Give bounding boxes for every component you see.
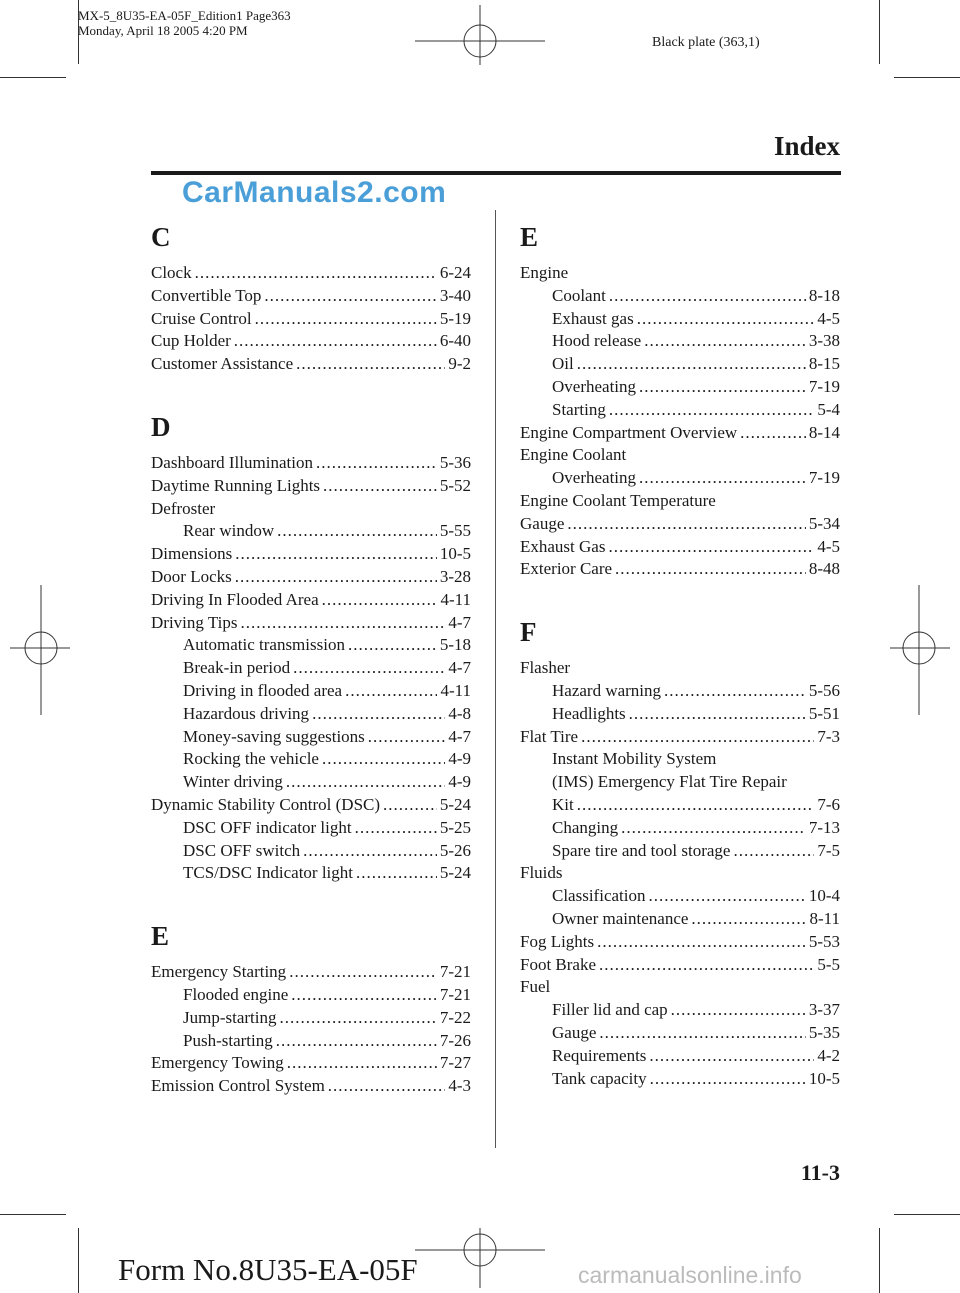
section-gap — [151, 376, 471, 400]
watermark-logo: CarManuals2.com — [182, 176, 447, 209]
entry-page: 7-21 — [439, 962, 471, 982]
entry-page: 8-48 — [808, 559, 840, 579]
entry-label: Emission Control System — [151, 1076, 325, 1096]
entry-page: 7-3 — [817, 726, 840, 746]
index-subentry — [520, 885, 840, 908]
dot-leader — [355, 817, 437, 840]
index-subentry — [520, 840, 840, 863]
entry-page: 5-55 — [439, 521, 471, 541]
title-rule — [151, 171, 841, 175]
entry-label: TCS/DSC Indicator light — [183, 863, 353, 883]
entry-label: Cup Holder — [151, 331, 231, 351]
entry-page: 10-5 — [808, 1068, 840, 1088]
entry-label: Overheating — [552, 468, 637, 488]
section-letter: D — [151, 411, 171, 442]
entry-label: Driving Tips — [151, 612, 238, 632]
dot-leader — [639, 376, 806, 399]
file-line: MX-5_8U35-EA-05F_Edition1 Page363 — [78, 8, 291, 23]
index-subentry — [151, 703, 471, 726]
index-subentry — [520, 353, 840, 376]
crop-mark-bottom-left-v — [78, 1228, 79, 1293]
entry-label: Customer Assistance — [151, 354, 294, 374]
entry-page: 10-5 — [439, 544, 471, 564]
entry-page: 7-27 — [439, 1053, 471, 1073]
dot-leader — [671, 999, 806, 1022]
entry-page: 6-40 — [439, 331, 471, 351]
index-subentry — [151, 680, 471, 703]
entry-page: 5-36 — [439, 452, 471, 472]
entry-label: Spare tire and tool storage — [552, 840, 731, 860]
dot-leader — [328, 1075, 446, 1098]
column-divider — [495, 210, 496, 1148]
entry-label: Fog Lights — [520, 931, 595, 951]
entry-page: 3-28 — [439, 566, 471, 586]
section-letter: E — [151, 921, 170, 952]
entry-label: Dimensions — [151, 544, 233, 564]
dot-leader — [609, 285, 806, 308]
index-entry — [151, 566, 471, 589]
entry-page: 5-18 — [439, 635, 471, 655]
dot-leader — [277, 520, 437, 543]
section-gap — [151, 885, 471, 909]
date-line: Monday, April 18 2005 4:20 PM — [78, 23, 248, 38]
index-column-left — [151, 210, 471, 1098]
dot-leader — [368, 726, 446, 749]
index-entry — [151, 961, 471, 984]
dot-leader — [649, 1045, 814, 1068]
entry-label: Driving in flooded area — [183, 680, 343, 700]
entry-label: Hazardous driving — [183, 703, 310, 723]
dot-leader — [286, 771, 445, 794]
dot-leader — [234, 330, 437, 353]
dot-leader — [303, 840, 437, 863]
index-entry — [520, 490, 840, 513]
entry-label: Fluids — [520, 863, 563, 883]
dot-leader — [322, 589, 438, 612]
entry-label: Emergency Starting — [151, 962, 287, 982]
entry-label: Push-starting — [183, 1030, 273, 1050]
entry-page: 5-53 — [808, 931, 840, 951]
registration-mark-top — [415, 5, 545, 65]
index-entry — [151, 330, 471, 353]
index-subentry — [520, 703, 840, 726]
dot-leader — [615, 558, 806, 581]
index-entry — [520, 954, 840, 977]
entry-label: Defroster — [151, 498, 216, 518]
index-subentry — [151, 726, 471, 749]
entry-label: Coolant — [552, 285, 606, 305]
index-subentry — [520, 1068, 840, 1091]
entry-label: Cruise Control — [151, 308, 252, 328]
entry-page: 5-19 — [439, 308, 471, 328]
entry-page: 8-11 — [809, 908, 840, 928]
crop-mark-bottom-left-h — [0, 1214, 66, 1215]
crop-mark-bottom-right-h — [894, 1214, 960, 1215]
page-number: 11-3 — [800, 1160, 840, 1185]
dot-leader — [577, 353, 806, 376]
index-subentry — [151, 771, 471, 794]
index-entry — [151, 308, 471, 331]
entry-label: Requirements — [552, 1045, 647, 1065]
index-entry — [151, 353, 471, 376]
entry-page: 5-56 — [808, 680, 840, 700]
entry-label: Changing — [552, 817, 619, 837]
index-entry — [520, 513, 840, 536]
index-entry — [520, 726, 840, 749]
index-entry — [151, 589, 471, 612]
index-subentry — [520, 908, 840, 931]
dot-leader — [621, 817, 806, 840]
entry-page: 7-26 — [439, 1030, 471, 1050]
dot-leader — [348, 634, 437, 657]
index-entry — [151, 612, 471, 635]
dot-leader — [599, 1022, 805, 1045]
section-gap — [520, 581, 840, 605]
entry-page: 6-24 — [439, 263, 471, 282]
entry-page: 5-52 — [439, 475, 471, 495]
dot-leader — [650, 1068, 806, 1091]
entry-page: 7-21 — [439, 984, 471, 1004]
entry-label: Dashboard Illumination — [151, 452, 313, 472]
dot-leader — [345, 680, 437, 703]
index-subentry — [520, 999, 840, 1022]
entry-label: Flooded engine — [183, 984, 289, 1004]
dot-leader — [644, 330, 806, 353]
section-letter: E — [520, 222, 539, 252]
index-entry — [151, 452, 471, 475]
entry-label: Classification — [552, 886, 646, 906]
entry-page: 7-22 — [439, 1007, 471, 1027]
entry-label: (IMS) Emergency Flat Tire Repair — [552, 772, 787, 792]
footer-site-watermark: carmanualsonline.info — [578, 1262, 802, 1288]
dot-leader — [291, 984, 437, 1007]
entry-label: Hood release — [552, 331, 642, 351]
registration-mark-bottom — [415, 1228, 545, 1288]
entry-label: Gauge — [520, 513, 565, 533]
index-entry — [520, 422, 840, 445]
index-subentry — [151, 634, 471, 657]
index-entry — [151, 498, 471, 521]
entry-label: Break-in period — [183, 658, 291, 678]
index-entry — [151, 543, 471, 566]
index-entry — [520, 536, 840, 559]
entry-label: Flat Tire — [520, 726, 579, 746]
index-subentry — [151, 748, 471, 771]
dot-leader — [264, 285, 436, 308]
index-entry — [151, 1052, 471, 1075]
dot-leader — [383, 794, 437, 817]
entry-page: 5-51 — [808, 703, 840, 723]
dot-leader — [691, 908, 806, 931]
crop-mark-top-right-v — [879, 0, 880, 64]
dot-leader — [581, 726, 814, 749]
entry-label: Instant Mobility System — [552, 749, 717, 769]
dot-leader — [577, 794, 815, 817]
entry-page: 3-37 — [808, 1000, 840, 1020]
entry-page: 4-2 — [817, 1045, 840, 1065]
entry-label: Oil — [552, 354, 574, 374]
entry-label: Flasher — [520, 658, 571, 678]
dot-leader — [733, 840, 814, 863]
index-subentry — [151, 1007, 471, 1030]
entry-label: Rear window — [183, 521, 275, 541]
index-subentry — [520, 817, 840, 840]
index-subentry — [520, 680, 840, 703]
dot-leader — [235, 566, 437, 589]
entry-page: 5-35 — [808, 1022, 840, 1042]
index-entry — [520, 558, 840, 581]
dot-leader — [637, 308, 815, 331]
entry-label: Headlights — [552, 703, 626, 723]
dot-leader — [322, 748, 445, 771]
dot-leader — [740, 422, 806, 445]
dot-leader — [567, 513, 805, 536]
index-subentry — [151, 862, 471, 885]
print-job-info — [78, 8, 398, 38]
dot-leader — [289, 961, 437, 984]
index-subentry — [520, 399, 840, 422]
index-column-right — [520, 210, 840, 1090]
section-letter: C — [151, 222, 171, 252]
dot-leader — [323, 475, 437, 498]
entry-label: Driving In Flooded Area — [151, 589, 319, 609]
entry-label: Foot Brake — [520, 954, 597, 974]
entry-label: Starting — [552, 399, 606, 419]
index-subentry — [520, 794, 840, 817]
plate-label: Black plate (363,1) — [652, 35, 760, 50]
dot-leader — [240, 612, 445, 635]
index-entry — [151, 285, 471, 308]
entry-page: 5-26 — [439, 840, 471, 860]
dot-leader — [195, 262, 437, 285]
entry-label: Emergency Towing — [151, 1053, 284, 1073]
dot-leader — [629, 703, 806, 726]
registration-mark-right — [890, 585, 950, 715]
entry-label: DSC OFF switch — [183, 840, 301, 860]
entry-label: Jump-starting — [183, 1007, 277, 1027]
index-subentry — [520, 748, 840, 771]
index-subentry — [151, 1030, 471, 1053]
entry-page: 7-19 — [808, 376, 840, 396]
entry-label: Tank capacity — [552, 1068, 647, 1088]
dot-leader — [609, 399, 814, 422]
index-subentry — [520, 308, 840, 331]
entry-page: 4-8 — [448, 703, 471, 723]
index-subentry — [151, 984, 471, 1007]
entry-page: 10-4 — [808, 886, 840, 906]
index-subentry — [520, 467, 840, 490]
entry-page: 5-4 — [817, 399, 840, 419]
entry-label: Kit — [552, 794, 574, 814]
dot-leader — [276, 1030, 437, 1053]
entry-label: Filler lid and cap — [552, 1000, 668, 1020]
entry-label: Clock — [151, 263, 192, 282]
entry-page: 4-7 — [448, 726, 471, 746]
registration-mark-left — [10, 585, 70, 715]
entry-label: Exterior Care — [520, 559, 613, 579]
index-subentry — [151, 817, 471, 840]
entry-label: Engine Coolant — [520, 445, 627, 465]
entry-label: Daytime Running Lights — [151, 475, 321, 495]
index-entry — [520, 976, 840, 999]
dot-leader — [608, 536, 814, 559]
index-entry — [151, 475, 471, 498]
entry-page: 8-14 — [808, 422, 840, 442]
entry-label: Exhaust gas — [552, 308, 634, 328]
index-subentry — [151, 520, 471, 543]
entry-page: 5-24 — [439, 794, 471, 814]
index-entry — [151, 794, 471, 817]
index-subentry — [520, 771, 840, 794]
entry-page: 3-38 — [808, 331, 840, 351]
dot-leader — [599, 954, 814, 977]
entry-label: Money-saving suggestions — [183, 726, 365, 746]
dot-leader — [648, 885, 805, 908]
page-title: Index — [773, 131, 840, 161]
entry-label: Convertible Top — [151, 285, 262, 305]
entry-label: Dynamic Stability Control (DSC) — [151, 794, 381, 814]
entry-label: Rocking the vehicle — [183, 749, 319, 769]
dot-leader — [356, 862, 437, 885]
index-subentry — [151, 657, 471, 680]
dot-leader — [312, 703, 445, 726]
entry-label: Winter driving — [183, 772, 283, 792]
entry-label: Gauge — [552, 1022, 597, 1042]
dot-leader — [664, 680, 806, 703]
index-entry — [151, 262, 471, 285]
index-subentry — [520, 285, 840, 308]
entry-page: 4-9 — [448, 749, 471, 769]
entry-page: 3-40 — [439, 285, 471, 305]
index-entry — [520, 657, 840, 680]
index-entry — [520, 931, 840, 954]
entry-page: 4-7 — [448, 658, 471, 678]
dot-leader — [639, 467, 806, 490]
index-entry — [520, 262, 840, 285]
index-entry — [520, 862, 840, 885]
entry-page: 5-5 — [817, 954, 840, 974]
dot-leader — [255, 308, 437, 331]
entry-label: Exhaust Gas — [520, 536, 606, 556]
entry-page: 5-34 — [808, 513, 840, 533]
dot-leader — [287, 1052, 437, 1075]
entry-label: Hazard warning — [552, 680, 662, 700]
crop-mark-bottom-right-v — [879, 1228, 880, 1293]
dot-leader — [296, 353, 445, 376]
entry-page: 4-11 — [440, 589, 471, 609]
entry-label: Engine Compartment Overview — [520, 422, 738, 442]
crop-mark-top-left-h — [0, 77, 66, 78]
entry-label: Engine — [520, 263, 569, 282]
dot-leader — [235, 543, 437, 566]
index-subentry — [520, 376, 840, 399]
index-subentry — [520, 1022, 840, 1045]
entry-page: 4-11 — [440, 680, 471, 700]
index-subentry — [520, 1045, 840, 1068]
entry-page: 4-5 — [817, 308, 840, 328]
entry-page: 5-25 — [439, 817, 471, 837]
crop-mark-top-right-h — [894, 77, 960, 78]
index-entry — [520, 444, 840, 467]
entry-page: 5-24 — [439, 863, 471, 883]
entry-page: 9-2 — [448, 354, 471, 374]
dot-leader — [597, 931, 806, 954]
dot-leader — [280, 1007, 437, 1030]
section-letter: F — [520, 617, 537, 648]
entry-page: 7-5 — [817, 840, 840, 860]
entry-label: Overheating — [552, 376, 637, 396]
entry-label: Door Locks — [151, 566, 232, 586]
index-subentry — [151, 840, 471, 863]
entry-page: 4-7 — [448, 612, 471, 632]
entry-label: Engine Coolant Temperature — [520, 490, 716, 510]
entry-page: 4-5 — [817, 536, 840, 556]
index-subentry — [520, 330, 840, 353]
entry-label: Automatic transmission — [183, 635, 345, 655]
entry-page: 7-19 — [808, 468, 840, 488]
form-number: Form No.8U35-EA-05F — [118, 1252, 418, 1287]
entry-page: 4-9 — [448, 772, 471, 792]
entry-page: 4-3 — [448, 1076, 471, 1096]
entry-page: 7-6 — [817, 794, 840, 814]
entry-label: Fuel — [520, 977, 551, 997]
dot-leader — [316, 452, 437, 475]
entry-label: Owner maintenance — [552, 908, 689, 928]
entry-page: 8-18 — [808, 285, 840, 305]
dot-leader — [293, 657, 445, 680]
index-entry — [151, 1075, 471, 1098]
entry-label: DSC OFF indicator light — [183, 817, 352, 837]
entry-page: 7-13 — [808, 817, 840, 837]
entry-page: 8-15 — [808, 354, 840, 374]
